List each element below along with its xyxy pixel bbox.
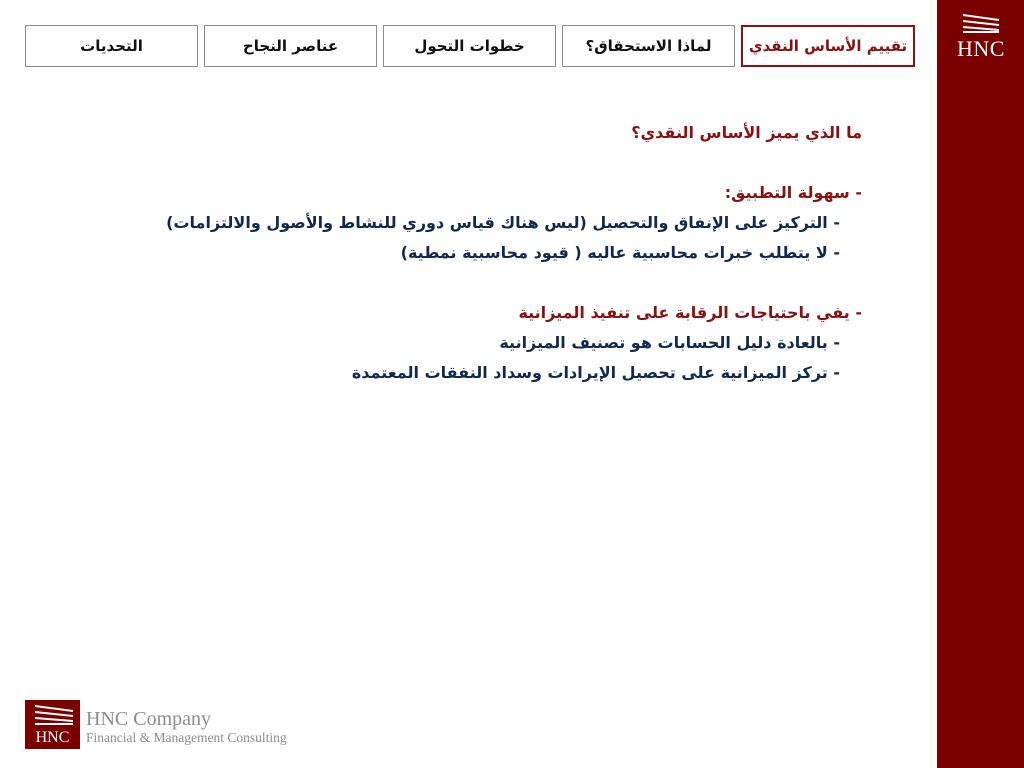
- company-name: HNC Company: [86, 708, 211, 730]
- tab-bar: [25, 25, 915, 69]
- bullet-item: - لا يتطلب خبرات محاسبية عاليه ( قيود محاسبية نمطية): [400, 243, 840, 262]
- footer-logo-text: HNC: [35, 729, 70, 746]
- section-heading: - سهولة التطبيق:: [724, 183, 862, 202]
- logo-stripes-icon: [25, 700, 80, 730]
- section-heading: - يفي باحتياجات الرقابة على تنفيذ الميزانية: [518, 303, 862, 322]
- logo-stripes-icon: [961, 12, 1001, 34]
- company-tagline: Financial & Management Consulting: [86, 730, 287, 745]
- bullet-item: - بالعادة دليل الحسابات هو تصنيف الميزانية: [499, 333, 840, 352]
- tab-transition-steps[interactable]: خطوات التحول: [383, 25, 556, 67]
- bullet-item: - تركز الميزانية على تحصيل الإيرادات وسداد النفقات المعتمدة: [351, 363, 840, 382]
- slide-content: [102, 118, 862, 388]
- brand-sidebar: [937, 0, 1024, 768]
- bullet-item: - التركيز على الإنفاق والتحصيل (ليس هناك قياس دوري للنشاط والأصول والالتزامات): [166, 213, 840, 232]
- footer-logo: [25, 700, 80, 749]
- tab-success-factors[interactable]: عناصر النجاح: [204, 25, 377, 67]
- logo-text: HNC: [957, 36, 1005, 61]
- tab-challenges[interactable]: التحديات: [25, 25, 198, 67]
- hnc-logo: [948, 12, 1014, 62]
- tab-cash-basis-evaluation[interactable]: تقييم الأساس النقدي: [741, 25, 915, 67]
- tab-why-accrual[interactable]: لماذا الاستحقاق؟: [562, 25, 735, 67]
- content-question: ما الذي يميز الأساس النقدي؟: [631, 123, 862, 142]
- footer-branding: [86, 708, 287, 746]
